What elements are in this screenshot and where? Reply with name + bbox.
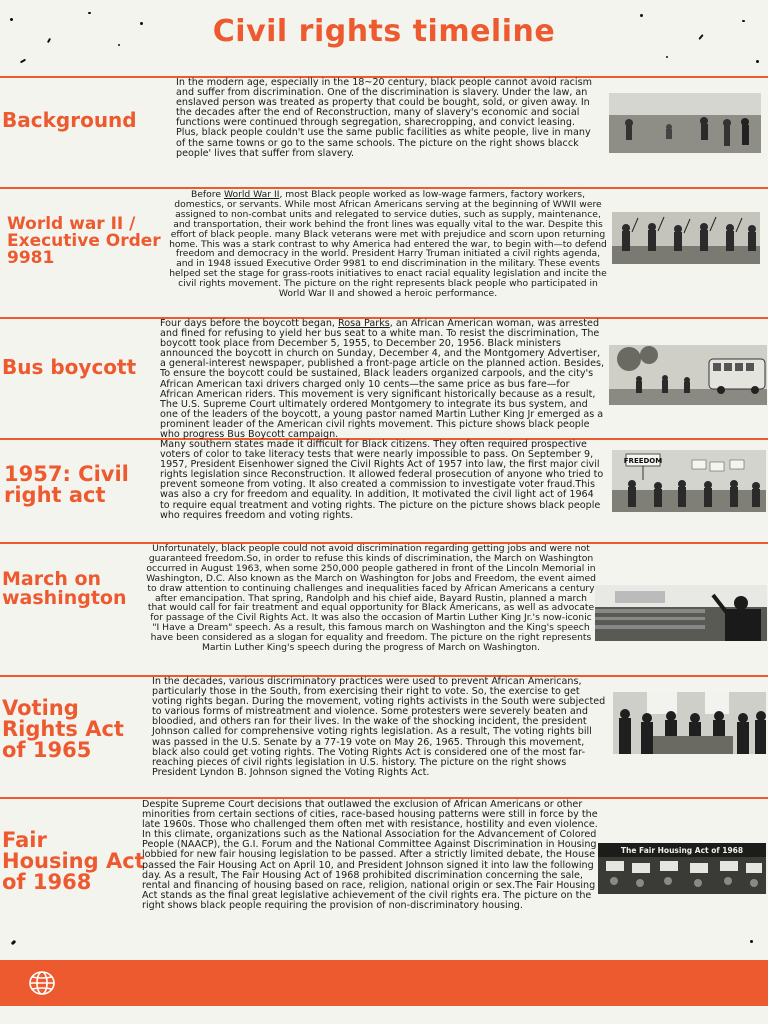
section-text-background: In the modern age, especially in the 18~20 century, black people cannot avoid racism and suffer from discrimination. One of the discrimination is slavery. Under the law, an enslaved person was treated as property that could be bought, sold, or given away. In the decades after the end of Reconstruction, many of slavery's economic and social functions were continued through segregation, sharecropping, and convict leasing. Plus, black people couldn't use the same public facilities as white people, live in many of the same towns or go to the same schools. The picture on the right shows blacck people' lives that suffer from slavery. bbox=[176, 77, 592, 159]
section-text-voting-rights: In the decades, various discriminatory practices were used to prevent African Americans, particularly those in the South, from exercising their right to vote. So, the exercise to get voting rights began. During the movement, voting rights activists in the South were subjected to various forms of mistreatment and violence. Some protesters were severely beaten and bloodied, and others ran for their lives. In the wake of the shocking incident, the president Johnson called for comprehensive voting rights legislation. As a result, The voting rights bill was passed in the U.S. Senate by a 77-19 vote on May 26, 1965. Through this movement, black also could get voting rights. The Voting Rights Act is considered one of the most far-reaching pieces of civil rights legislation in U.S. history. The picture on the right shows President Lyndon B. Johnson signed the Voting Rights Act. bbox=[152, 676, 606, 778]
section-heading-wwii: World war II / Executive Order 9981 bbox=[7, 214, 161, 268]
section-text-bus-body: , an African American woman, was arrested and fined for refusing to yield her bus seat to a white man. To resist the discrimination, The boycott took place from December 5, 1955, to December 20, 1956. Black ministers announced the boycott in church on Sunday, December 4, and the Montgomery Advertiser, a general-interest newspaper, published a front-page article on the planned action. Besides, To ensure the boycott could be sustained, Black leaders organized carpools, and the city's African American taxi drivers charged only 10 cents—the same price as bus fare—for African American riders. This movement is very significant historically because as a result, The U.S. Supreme Court ultimately ordered Montgomery to integrate its bus system, and one of the leaders of the boycott, a young pastor named Martin Luther King Jr emerged as a prominent leader of the American civil rights movement. This picture shows black people who progress Bus Boycott campaign. bbox=[160, 318, 605, 441]
section-heading-bus-boycott: Bus boycott bbox=[2, 355, 137, 379]
section-heading-march-on-washington: March on washington bbox=[2, 568, 127, 609]
photo-voting-rights-signing bbox=[613, 692, 766, 754]
section-text-civil-rights-1957: Many southern states made it difficult for Black citizens. They often required prospective voters of color to take literacy tests that were nearly impossible to pass. On September 9, 1957, President Eisenhower signed the Civil Rights Act of 1957 into law, the first major civil rights legislation since Reconstruction. It allowed federal prosecution of anyone who tried to prevent someone from voting. It also created a commission to investigate voter fraud.This was also a cry for freedom and equality. In addition, It motivated the civil light act of 1964 to require equal treatment and voting rights. The picture on the picture shows black people who requires freedom and voting rights. bbox=[160, 439, 604, 521]
photo-caption-fair-housing: The Fair Housing Act of 1968 bbox=[620, 846, 744, 855]
section-heading-background: Background bbox=[2, 108, 137, 132]
section-text-wwii-body: , most Black people worked as low-wage farmers, factory workers, domestics, or servants. While most African Americans serving at the beginning of WWII were assigned to non-combat units and relegated to service duties, such as supply, maintenance, and transportation, their work behind the front lines was equally vital to the war. Despite this effort of black people. many Black veterans were met with prejudice and scorn upon returning home. This was a stark contrast to why America had entered the war, to begin with—to defend freedom and democracy in the world. President Harry Truman initiated a civil rights agenda, and in 1948 issued Executive Order 9981 to end discrimination in the military. These events helped set the stage for grass-roots initiatives to enact racial equality legislation and incite the civil rights movement. The picture on the right represents black people who participated in World War II and showed a heroic performance. bbox=[169, 189, 607, 300]
section-text-march-on-washington: Unfortunately, black people could not avoid discrimination regarding getting jobs and were not guaranteed freedom.So, in order to refuse this kinds of discrimination, the March on Washington occurred in August 1963, when some 250,000 people gathered in front of the Lincoln Memorial in Washington, D.C. Also known as the March on Washington for Jobs and Freedom, the event aimed to draw attention to continuing challenges and inequalities faced by African Americans a century after emancipation. That spring, Randolph and his chief aide, Bayard Rustin, planned a march that would call for fair treatment and equal opportunity for Black Americans, as well as advocate for passage of the Civil Rights Act. It was also the occasion of Martin Luther King Jr.'s now-iconic "I Have a Dream" speech. As a result, this famous march on Washington and the King's speech have been considered as a slogan for equality and freedom. The picture on the right represents Martin Luther King's speech during the progress of March on Washington. bbox=[146, 543, 596, 654]
section-text-bus-boycott bbox=[160, 319, 606, 440]
photo-fair-housing bbox=[598, 843, 766, 894]
page-title: Civil rights timeline bbox=[212, 14, 556, 49]
photo-bus-boycott bbox=[609, 345, 767, 405]
photo-freedom-march bbox=[612, 450, 766, 512]
section-text-wwii bbox=[168, 190, 608, 299]
decorative-speck bbox=[11, 940, 17, 946]
photo-slavery bbox=[609, 93, 761, 153]
photo-march-on-washington bbox=[595, 585, 767, 641]
decorative-speck bbox=[20, 59, 26, 64]
link-world-war-ii[interactable]: World War II bbox=[223, 189, 280, 200]
decorative-speck bbox=[756, 60, 759, 63]
globe-icon[interactable] bbox=[28, 970, 56, 996]
decorative-speck bbox=[666, 56, 668, 58]
photo-wwii-soldiers bbox=[612, 212, 760, 264]
section-text-bus-prefix: Four days before the boycott began, bbox=[160, 318, 339, 329]
sign-freedom: FREEDOM bbox=[623, 457, 663, 465]
decorative-speck bbox=[750, 940, 753, 943]
section-heading-voting-rights: Voting Rights Act of 1965 bbox=[2, 696, 124, 762]
footer-bar bbox=[0, 960, 768, 1006]
section-text-fair-housing: Despite Supreme Court decisions that outlawed the exclusion of African Americans or other minorities from certain sections of cities, race-based housing patterns were still in force by the late 1960s. Those who challenged them often met with resistance, hostility and even violence. In this climate, organizations such as the National Association for the Advancement of Colored People (NAACP), the G.I. Forum and the National Committee Against Discrimination in Housing lobbied for new fair housing legislation to be passed. After a strictly limited debate, the House passed the Fair Housing Act on April 10, and President Johnson signed it into law the following day. As a result, The Fair Housing Act of 1968 prohibited discrimination concerning the sale, rental and financing of housing based on race, religion, national origin or sex.The Fair Housing Act stands as the final great legislative achievement of the civil rights era. The picture on the right shows black people requiring the provision of non-discriminatory housing. bbox=[142, 799, 598, 911]
link-rosa-parks[interactable]: Rosa Parks bbox=[338, 318, 390, 329]
section-heading-civil-rights-1957: 1957: Civil right act bbox=[4, 462, 129, 507]
section-text-wwii-prefix: Before bbox=[190, 189, 224, 200]
section-heading-fair-housing: Fair Housing Act of 1968 bbox=[2, 828, 145, 894]
